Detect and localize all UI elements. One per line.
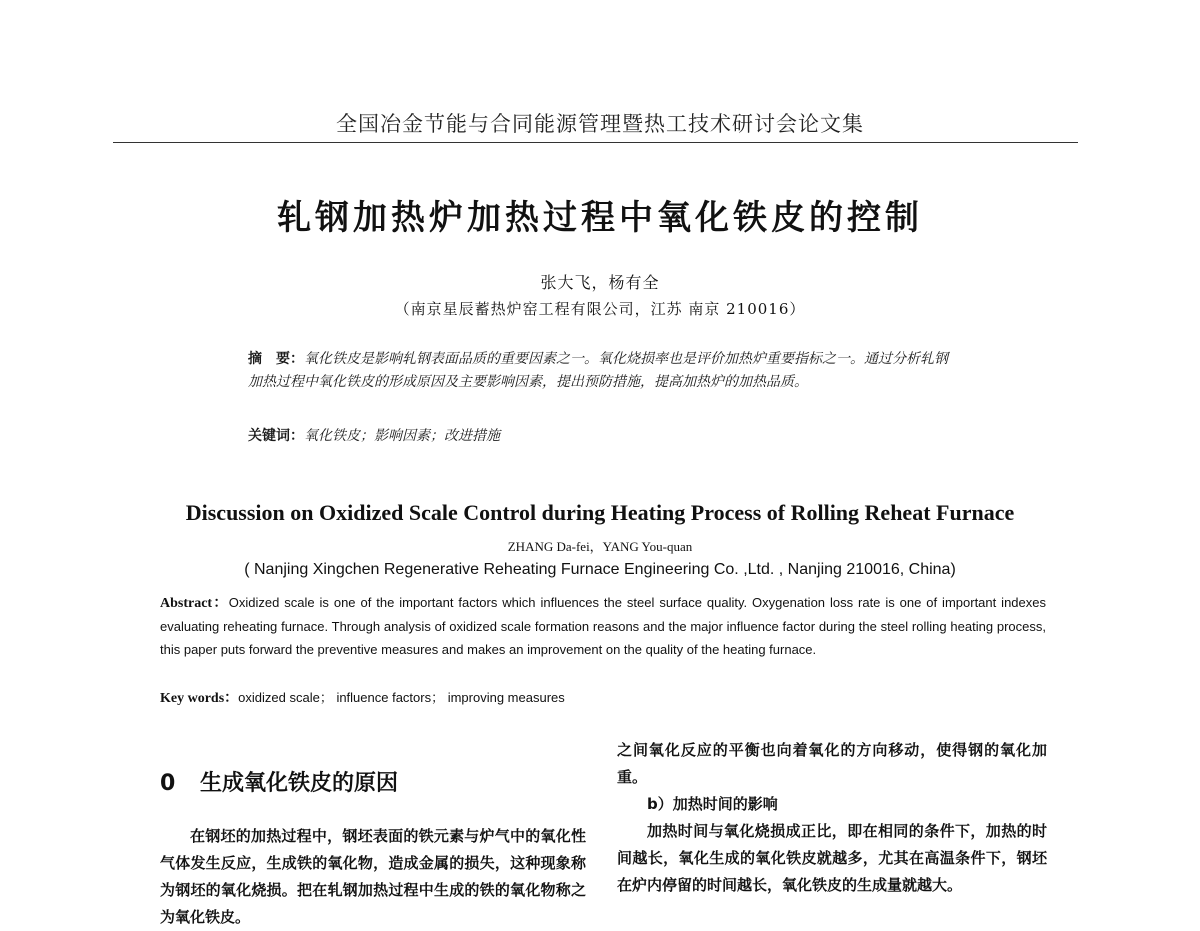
right-column [617, 737, 1047, 899]
keywords-cn [248, 425, 948, 448]
paper-title-en: Discussion on Oxidized Scale Control during Heating Process of Rolling Reheat Furnace [185, 500, 1015, 525]
abstract-en [160, 591, 1046, 661]
keywords-cn-text: 氧化铁皮；影响因素；改进措施 [304, 428, 500, 444]
authors-en: ZHANG Da-fei，YANG You-quan [507, 539, 693, 554]
section-heading [160, 766, 398, 797]
paper-title-cn: 轧钢加热炉加热过程中氧化铁皮的控制 [277, 198, 923, 238]
left-column [160, 823, 586, 931]
keywords-cn-label: 关键词： [248, 428, 304, 444]
keywords-en [160, 686, 1046, 710]
subheading-b: b）加热时间的影响 [647, 795, 778, 813]
abstract-cn-text: 氧化铁皮是影响轧钢表面品质的重要因素之一。氧化烧损率也是评价加热炉重要指标之一。通过分析轧钢加热过程中氧化铁皮的形成原因及主要影响因素，提出预防措施，提高加热炉的加热品质。 [248, 351, 948, 390]
abstract-cn-label: 摘 要： [248, 351, 304, 367]
section-title: 生成氧化铁皮的原因 [200, 771, 399, 796]
running-header: 全国冶金节能与合同能源管理暨热工技术研讨会论文集 [336, 112, 864, 136]
left-paragraph: 在钢坯的加热过程中，钢坯表面的铁元素与炉气中的氧化性气体发生反应，生成铁的氧化物，造成金属的损失，这种现象称为钢坯的氧化烧损。把在轧钢加热过程中生成的铁的氧化物称之为氧化铁皮。 [160, 827, 586, 926]
right-continuation: 之间氧化反应的平衡也向着氧化的方向移动，使得钢的氧化加重。 [617, 741, 1047, 786]
abstract-en-text: Oxidized scale is one of the important factors which influences the steel surface quality. Oxygenation loss rate is one of important indexes evaluating reheating furnace. Through analysis of oxidized scale formation reasons and the major influence factor during the steel rolling heating process, this paper puts forward the preventive measures and makes an improvement on the quality of the heating furnace. [160, 595, 1046, 657]
authors-cn: 张大飞，杨有全 [540, 273, 660, 292]
section-number: 0 [160, 771, 176, 796]
keywords-en-text: oxidized scale； influence factors； improving measures [238, 690, 565, 705]
affiliation-en: ( Nanjing Xingchen Regenerative Reheating Furnace Engineering Co. ,Ltd. , Nanjing 210016, China) [244, 561, 956, 578]
abstract-en-label: Abstract： [160, 596, 229, 611]
right-paragraph-b: 加热时间与氧化烧损成正比，即在相同的条件下，加热的时间越长，氧化生成的氧化铁皮就越多，尤其在高温条件下，钢坯在炉内停留的时间越长，氧化铁皮的生成量就越大。 [617, 822, 1047, 894]
abstract-cn [248, 348, 948, 394]
affiliation-cn: （南京星辰蓄热炉窑工程有限公司，江苏 南京 210016） [394, 300, 806, 318]
header-rule [113, 142, 1078, 143]
keywords-en-label: Key words： [160, 691, 239, 706]
